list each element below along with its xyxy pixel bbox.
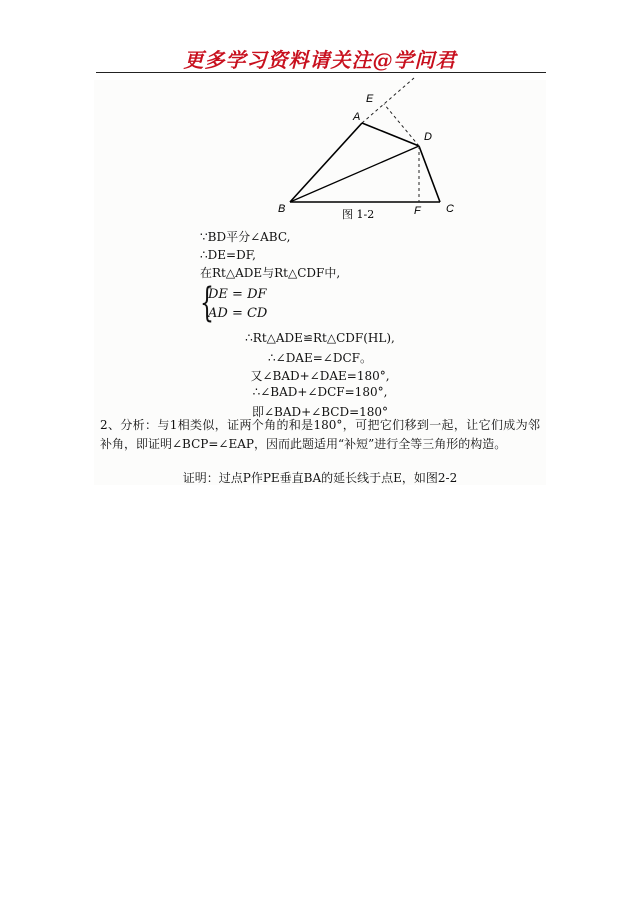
segment-ba	[290, 123, 362, 202]
equation-ad-cd: AD = CD	[208, 306, 268, 321]
segment-bd	[290, 146, 419, 202]
segment-dc	[419, 146, 440, 202]
proof-line-6: 又∠BAD+∠DAE=180°,	[250, 369, 390, 383]
point-label-b: B	[278, 203, 286, 215]
page-header-title: 更多学习资料请关注@学问君	[183, 48, 457, 72]
proof-line-3: 在Rt△ADE与Rt△CDF中,	[200, 266, 341, 280]
proof-line-1: ∵BD平分∠ABC,	[200, 230, 291, 244]
point-label-f: F	[414, 205, 421, 217]
point-label-e: E	[366, 93, 374, 105]
segment-ad	[362, 123, 419, 146]
analysis-paragraph-2: 2、分析：与1相类似，证两个角的和是180°，可把它们移到一起，让它们成为邻补角，即证明∠BCP=∠EAP，因而此题适用“补短”进行全等三角形的构造。	[100, 418, 540, 451]
proof-line-5: ∴∠DAE=∠DCF。	[268, 351, 372, 365]
proof-2-start: 证明：过点P作PE垂直BA的延长线于点E，如图2-2	[182, 471, 458, 485]
system-brace: {	[200, 280, 214, 326]
point-label-a: A	[353, 111, 361, 123]
proof-line-4: ∴Rt△ADE≌Rt△CDF(HL),	[245, 331, 395, 345]
geometry-figure-1-2	[0, 0, 640, 300]
proof-line-7: ∴∠BAD+∠DCF=180°,	[252, 385, 388, 399]
equation-de-df: DE = DF	[208, 287, 267, 302]
proof-line-2: ∴DE=DF,	[200, 248, 256, 262]
proof-line-8: 即∠BAD+∠BCD=180°	[251, 405, 389, 419]
point-label-c: C	[446, 203, 454, 215]
figure-caption: 图 1-2	[342, 208, 375, 221]
point-label-d: D	[424, 131, 432, 143]
